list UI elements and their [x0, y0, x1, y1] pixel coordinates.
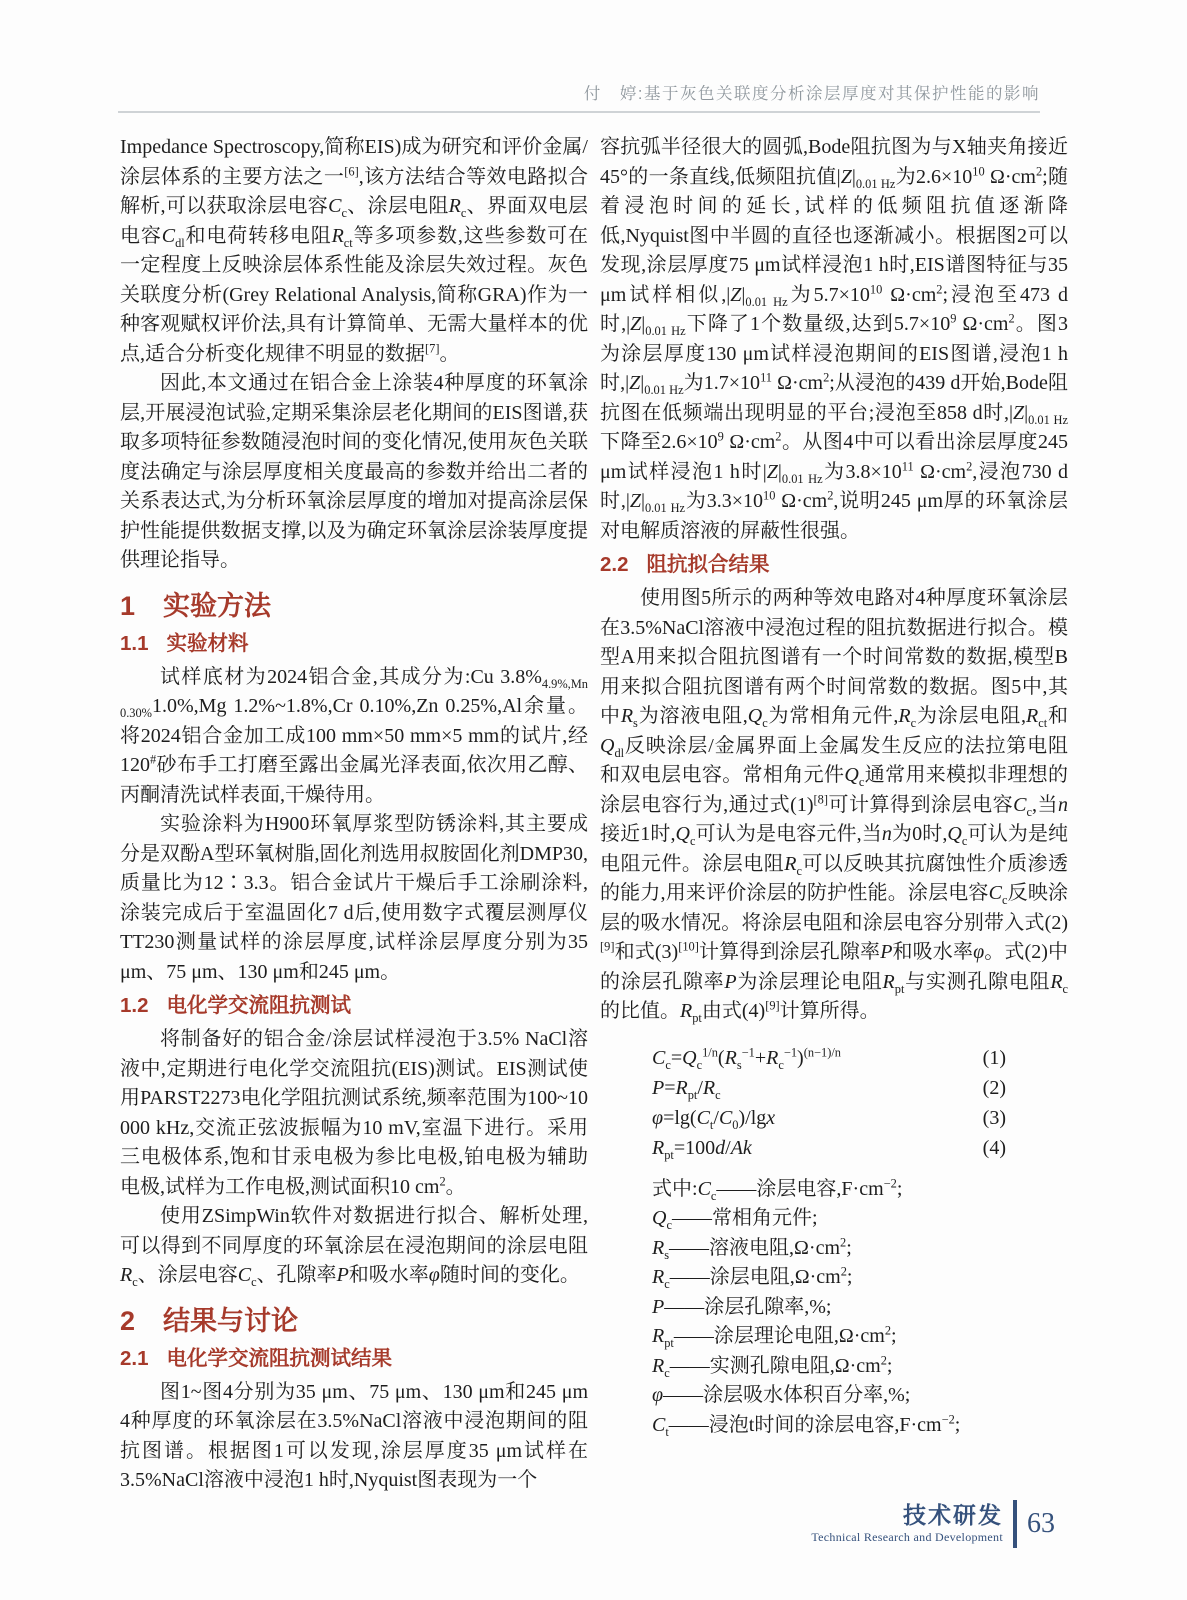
subsection-heading-1-2: [120, 993, 588, 1019]
subsection-heading-2-2: [600, 552, 1068, 578]
symbol-definition: $R_c——$实测孔隙电阻$,\Omega\cdot cm^2$;: [652, 1352, 893, 1380]
paragraph-intro-continuation: Impedance Spectroscopy,简称EIS)成为研究和评价金属/涂层体系的主要方法之一[6],该方法结合等效电路拟合解析,可以获取涂层电容$C_c$、涂层电阻$R_c$、界面双电层电容$C_{dl}$和电荷转移电阻$R_{ct}$等多项参数,这些参数可在一定程度上反映涂层体系性能及涂层失效过程。灰色关联度分析(Grey Relational Analysis,简称GRA)作为一种客观赋权评价法,具有计算简单、无需大量样本的优点,适合分析变化规律不明显的数据[7]。: [120, 136, 589, 365]
right-column: [600, 133, 1068, 1496]
equation-number: (4): [982, 1136, 1006, 1159]
subsection-heading-1-1: [120, 631, 588, 657]
section-heading-2: [120, 1305, 588, 1337]
paragraph-material-substrate: 试样底材为2024铝合金,其成分为:Cu $3.8\%_{4.9\%,Mn 0.30\%}1.0\%,Mg$ 1.2%~1.8%,Cr 0.10%,Zn 0.25%,Al余量。将2024铝合金加工成100 mm×50 mm×5 mm的试片,经120#砂布手工打磨至露出金属光泽表面,依次用乙醇、丙酮清洗试样表面,干燥待用。: [120, 665, 588, 806]
footer-section-label: [811, 1503, 1003, 1545]
section-title: 实验方法: [163, 590, 272, 621]
section-heading-1: [120, 590, 588, 622]
equation-2: [652, 1073, 1006, 1103]
paragraph-material-coating: 实验涂料为H900环氧厚浆型防锈涂料,其主要成分是双酚A型环氧树脂,固化剂选用叔胺固化剂DMP30,质量比为12∶3.3。铝合金试片干燥后手工涂刷涂料,涂装完成后于室温固化7 d后,使用数字式覆层测厚仪TT230测量试样的涂层厚度,试样涂层厚度分别为35 μm、75 μm、130 μm和245 μm。: [120, 813, 588, 983]
symbol-definition: $R_{pt}——$涂层理论电阻$,\Omega\cdot cm^2$;: [652, 1323, 897, 1350]
footer-section-cn: 技术研发: [903, 1502, 1003, 1528]
subsection-number: 2.1: [120, 1346, 149, 1370]
paragraph-eis-fitting-software: 使用ZSimpWin软件对数据进行拟合、解析处理,可以得到不同厚度的环氧涂层在浸泡期间的涂层电阻$R_c$、涂层电容$C_c$、孔隙率P和吸水率φ随时间的变化。: [120, 1205, 588, 1289]
subsection-title: 电化学交流阻抗测试: [166, 994, 351, 1017]
subsection-title: 阻抗拟合结果: [646, 553, 770, 576]
running-title: 付 婷:基于灰色关联度分析涂层厚度对其保护性能的影响: [583, 85, 1040, 103]
content-columns: [120, 133, 1068, 1496]
symbol-definition: 式中$:C_c——$涂层电容$,F\cdot cm^{-2}$;: [652, 1175, 903, 1203]
equation-formula: $\varphi=\lg(C_t/C_0)$/lgx: [652, 1106, 776, 1132]
symbol-definition: $R_s——$溶液电阻$,\Omega\cdot cm^2$;: [652, 1234, 852, 1262]
section-number: 1: [120, 590, 136, 621]
subsection-heading-2-1: [120, 1346, 588, 1372]
subsection-title: 电化学交流阻抗测试结果: [166, 1346, 392, 1370]
equation-formula: $R_{pt}=100d/Ak$: [652, 1136, 752, 1162]
equation-formula: $P=R_{pt}/R_c$: [652, 1076, 721, 1102]
equation-number: (2): [982, 1076, 1006, 1099]
symbol-definitions: [652, 1175, 1068, 1441]
page-header: [118, 80, 1040, 113]
paragraph-fitting-models: 使用图5所示的两种等效电路对4种厚度环氧涂层在3.5%NaCl溶液中浸泡过程的阻抗数据进行拟合。模型A用来拟合阻抗图谱有一个时间常数的数据,模型B用来拟合阻抗图谱有两个时间常数的数据。图5中,其中$R_s$为溶液电阻$,Q_c$为常相角元件$,R_c$为涂层电阻$,R_{ct}$和$Q_{dl}$反映涂层/金属界面上金属发生反应的法拉第电阻和双电层电容。常相角元件$Q_c$通常用来模拟非理想的涂层电容行为,通过式(1)[8]可计算得到涂层电容$C_c$,当n接近1时$,Q_c$可认为是电容元件,当n为0时$,Q_c$可认为是纯电阻元件。涂层电阻$R_c$可以反映其抗腐蚀性介质渗透的能力,用来评价涂层的防护性能。涂层电容$C_c$反映涂层的吸水情况。将涂层电阻和涂层电容分别带入式(2)[9]和式(3)[10]计算得到涂层孔隙率P和吸水率φ。式(2)中的涂层孔隙率P为涂层理论电阻$R_{pt}$与实测孔隙电阻$R_c$的比值。$R_{pt}$由式(4)[9]计算所得。: [600, 587, 1069, 1025]
paragraph-results-start: 图1~图4分别为35 μm、75 μm、130 μm和245 μm 4种厚度的环氧涂层在3.5%NaCl溶液中浸泡期间的阻抗图谱。根据图1可以发现,涂层厚度35 μm试样在3.5%NaCl溶液中浸泡1 h时,Nyquist图表现为一个: [120, 1380, 588, 1491]
equation-formula: $C_c=Q_c^{1/n}(R_s^{-1}+R_c^{-1})^{(n-1)/n}$: [652, 1044, 841, 1072]
section-title: 结果与讨论: [163, 1305, 299, 1336]
equation-4: [652, 1133, 1006, 1163]
subsection-title: 实验材料: [166, 631, 249, 655]
section-number: 2: [120, 1305, 136, 1336]
paragraph-purpose: 因此,本文通过在铝合金上涂装4种厚度的环氧涂层,开展浸泡试验,定期采集涂层老化期间的EIS图谱,获取多项特征参数随浸泡时间的变化情况,使用灰色关联度法确定与涂层厚度相关度最高的参数并给出二者的关系表达式,为分析环氧涂层厚度的增加对提高涂层保护性能提供数据支撑,以及为确定环氧涂层涂装厚度提供理论指导。: [120, 372, 588, 571]
equation-block: [652, 1043, 1068, 1163]
footer-section-en: Technical Research and Development: [811, 1530, 1003, 1544]
left-column: [120, 133, 588, 1496]
page-footer: [811, 1500, 1055, 1548]
symbol-definition: $Q_c——$常相角元件;: [652, 1207, 818, 1232]
subsection-number: 2.2: [600, 553, 629, 576]
footer-divider-bar: [1013, 1500, 1017, 1548]
symbol-definition: φ——涂层吸水体积百分率,%;: [652, 1384, 911, 1406]
symbol-definition: $C_t——$浸泡t时间的涂层电容$,F\cdot cm^{-2}$;: [652, 1411, 961, 1439]
subsection-number: 1.1: [120, 631, 149, 655]
paragraph-eis-procedure: 将制备好的铝合金/涂层试样浸泡于3.5% NaCl溶液中,定期进行电化学交流阻抗(EIS)测试。EIS测试使用PARST2273电化学阻抗测试系统,频率范围为100~10 000 kHz,交流正弦波振幅为10 mV,室温下进行。采用三电极体系,饱和甘汞电极为参比电极,铂电极为辅助电极,试样为工作电极,测试面积10 $cm^2$。: [120, 1028, 588, 1198]
equation-number: (1): [982, 1046, 1006, 1069]
header-rule: [118, 111, 1040, 113]
symbol-definition: P——涂层孔隙率,%;: [652, 1295, 832, 1318]
paragraph-results-continuation: 容抗弧半径很大的圆弧,Bode阻抗图为与X轴夹角接近45°的一条直线,低频阻抗值$|Z|_{0.01 Hz}$为$2.6\times 10^{10}$ $\Omega\cdot cm^2$;随着浸泡时间的延长,试样的低频阻抗值逐渐降低,Nyquist图中半圆的直径也逐渐减小。根据图2可以发现,涂层厚度75 μm试样浸泡1 h时,EIS谱图特征与35 μm试样相似$,|Z|_{0.01 Hz}$为$5.7\times 10^{10}$ $\Omega\cdot cm^2$;浸泡至473 d时$,|Z|_{0.01 Hz}$下降了1个数量级,达到$5.7\times 10^9$ $\Omega\cdot cm^2$。图3为涂层厚度130 μm试样浸泡期间的EIS图谱,浸泡1 h时$,|Z|_{0.01 Hz}$为$1.7\times 10^{11}$ $\Omega\cdot cm^2$;从浸泡的439 d开始,Bode阻抗图在低频端出现明显的平台;浸泡至858 d时$,|Z|_{0.01 Hz}$下降至$2.6\times 10^9$ $\Omega\cdot cm^2$。从图4中可以看出涂层厚度245 μm试样浸泡1 h时$|Z|_{0.01 Hz}$为$3.8\times 10^{11}$ $\Omega\cdot cm^2$,浸泡730 d时$,|Z|_{0.01 Hz}$为$3.3\times 10^{10}$ $\Omega\cdot cm^2$,说明245 μm厚的环氧涂层对电解质溶液的屏蔽性很强。: [600, 136, 1069, 542]
subsection-number: 1.2: [120, 994, 149, 1017]
page-number: 63: [1027, 1508, 1055, 1539]
symbol-definition: $R_c——$涂层电阻$,\Omega\cdot cm^2$;: [652, 1264, 853, 1291]
equation-1: [652, 1043, 1006, 1073]
equation-number: (3): [982, 1106, 1006, 1129]
equation-3: [652, 1103, 1006, 1133]
